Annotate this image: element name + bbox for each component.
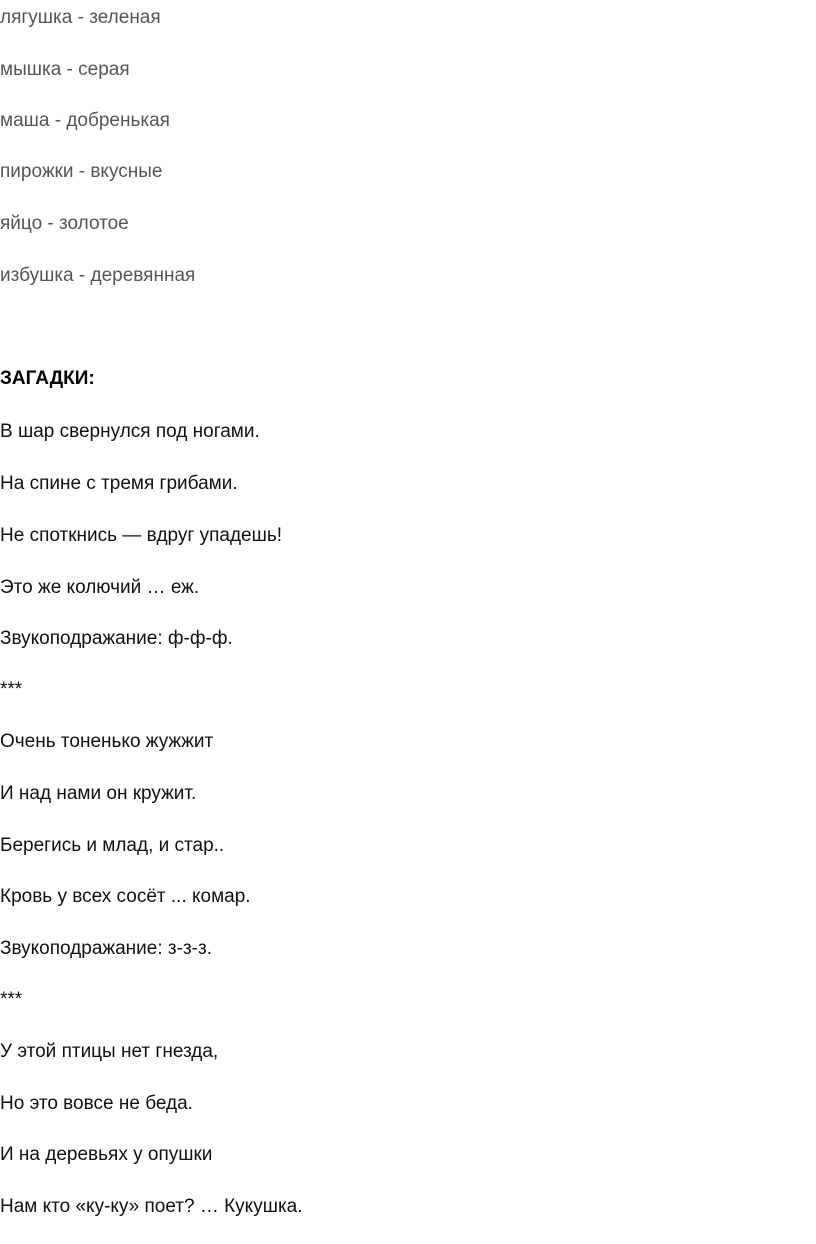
- riddle-line: И над нами он кружит.: [0, 783, 197, 804]
- separator: ***: [0, 989, 23, 1010]
- riddle-line: Нам кто «ку-ку» поет? … Кукушка.: [0, 1196, 303, 1217]
- separator: ***: [0, 679, 23, 700]
- adjective-line: мышка - серая: [0, 59, 130, 80]
- adjective-line: яйцо - золотое: [0, 213, 129, 234]
- riddle-line: Берегись и млад, и стар..: [0, 835, 225, 856]
- riddle-line: На спине с тремя грибами.: [0, 473, 238, 494]
- riddle-line: Но это вовсе не беда.: [0, 1093, 193, 1114]
- riddles-heading: ЗАГАДКИ:: [0, 368, 95, 389]
- riddle-line: Кровь у всех сосёт ... комар.: [0, 886, 251, 907]
- riddle-line: Звукоподражание: з-з-з.: [0, 938, 212, 959]
- adjective-line: лягушка - зеленая: [0, 7, 161, 28]
- adjective-line: избушка - деревянная: [0, 265, 196, 286]
- riddle-line: Это же колючий … еж.: [0, 577, 200, 598]
- riddle-line: Очень тоненько жужжит: [0, 731, 214, 752]
- adjective-line: маша - добренькая: [0, 110, 170, 131]
- riddle-line: И на деревьях у опушки: [0, 1144, 213, 1165]
- riddle-line: У этой птицы нет гнезда,: [0, 1041, 219, 1062]
- riddle-line: Не споткнись — вдруг упадешь!: [0, 525, 283, 546]
- riddle-line: В шар свернулся под ногами.: [0, 421, 260, 442]
- riddle-line: Звукоподражание: ф-ф-ф.: [0, 628, 233, 649]
- adjective-line: пирожки - вкусные: [0, 161, 163, 182]
